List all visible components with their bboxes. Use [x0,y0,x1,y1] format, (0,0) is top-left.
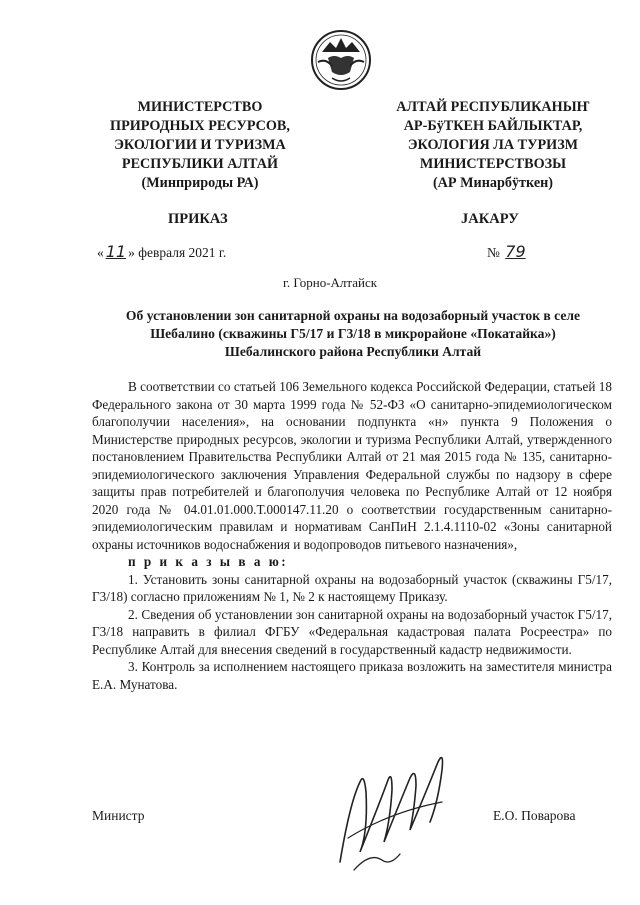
order-label-russian: ПРИКАЗ [168,211,228,227]
coat-of-arms-emblem [310,28,372,92]
number-prefix: № [487,245,500,260]
header-left-line: ПРИРОДНЫХ РЕСУРСОВ, [110,118,290,134]
title-line: Шебалинского района Республики Алтай [224,344,482,359]
ministry-name-russian [90,98,310,193]
document-title [88,307,618,361]
signatory-name: Е.О. Поварова [493,808,576,823]
ministry-name-altai [368,98,618,193]
header-right-line: АР-БÿТКЕН БАЙЛЫКТАР, [403,118,583,134]
header-right-line: ЭКОЛОГИЯ ЛА ТУРИЗМ [407,137,579,153]
order-number [487,242,528,261]
header-right-line: МИНИСТЕРСТВОЗЫ [419,156,567,172]
header-right-line: (АР Минарбÿткен) [432,175,554,191]
preamble-paragraph: В соответствии со статьей 106 Земельного кодекса Российской Федерации, статьей 18 Федерального закона от 30 марта 1999 года № 52-ФЗ «О санитарно-эпидемиологическом благополучии населения», на основании подпункта «н» пункта 9 Положения о Министерстве природных ресурсов, экологии и туризма Республики Алтай, утвержденного постановлением Правительства Республики Алтай от 21 мая 2015 года № 135, санитарно-эпидемиологического заключения Управления Федеральной службы по надзору в сфере защиты прав потребителей и благополучия человека по Республике Алтай от 12 ноября 2020 года № 04.01.01.000.Т.000147.11.20 о соответствии государственным санитарно-эпидемиологическим правилам и нормативам СанПиН 2.1.4.1110-02 «Зоны санитарной охраны источников водоснабжения и водопроводов питьевого назначения», [92,379,612,552]
order-item: 1. Установить зоны санитарной охраны на водозаборный участок (скважины Г5/17, Г3/18) согласно приложениям № 1, № 2 к настоящему Приказу. [92,571,612,604]
signatory-position: Министр [92,808,145,823]
header-right-line: АЛТАЙ РЕСПУБЛИКАНЫҤ [396,99,590,115]
header-left-line: (Минприроды РА) [141,175,259,191]
document-body [92,378,612,693]
order-item: 3. Контроль за исполнением настоящего приказа возложить на заместителя министра Е.А. Мунатова. [92,659,612,692]
number-value-handwritten: 79 [505,242,526,261]
date-prefix: « [97,245,104,260]
command-heading: п р и к а з ы в а ю: [128,554,289,569]
date-day-handwritten: 11 [105,242,127,261]
order-label-altai: JАКАРУ [461,211,519,227]
city-name: г. Горно-Алтайск [283,275,378,290]
order-date [97,242,226,261]
order-item: 2. Сведения об установлении зон санитарной охраны на водозаборный участок Г5/17, Г3/18 направить в филиал ФГБУ «Федеральная кадастровая палата Росреестра» по Республике Алтай для внесения сведений в государственный кадастр недвижимости. [92,606,612,657]
date-rest: » февраля 2021 г. [128,245,227,260]
title-line: Об установлении зон санитарной охраны на водозаборный участок в селе [125,308,581,323]
header-left-line: РЕСПУБЛИКИ АЛТАЙ [121,156,279,172]
handwritten-signature [330,742,455,874]
header-left-line: ЭКОЛОГИИ И ТУРИЗМА [114,137,286,153]
title-line: Шебалино (скважины Г5/17 и Г3/18 в микрорайоне «Покатайка») [150,326,556,341]
header-left-line: МИНИСТЕРСТВО [137,99,263,115]
